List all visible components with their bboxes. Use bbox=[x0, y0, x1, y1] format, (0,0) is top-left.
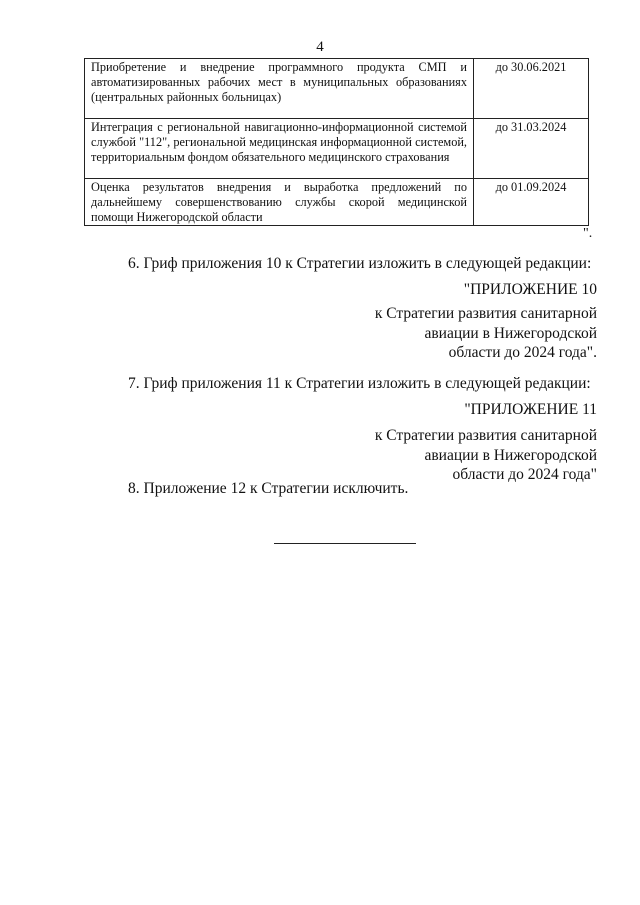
item-7-paragraph: 7. Гриф приложения 11 к Стратегии изложить в следующей редакции: bbox=[128, 375, 591, 392]
item-7-stamp-line: к Стратегии развития санитарной bbox=[374, 427, 597, 444]
item-7-heading: "ПРИЛОЖЕНИЕ 11 bbox=[464, 401, 597, 418]
item-6-stamp-line: к Стратегии развития санитарной bbox=[374, 305, 597, 322]
task-cell: Интеграция с региональной навигационно-информационной системой службой "112", региональной медицинская информационной системой, территориальным фондом обязательного медицинского страхования bbox=[85, 119, 474, 179]
closing-divider bbox=[274, 543, 416, 544]
item-7-stamp-line: авиации в Нижегородской bbox=[424, 447, 597, 464]
item-6-paragraph: 6. Гриф приложения 10 к Стратегии изложить в следующей редакции: bbox=[128, 255, 592, 272]
task-cell: Оценка результатов внедрения и выработка предложений по дальнейшему совершенствованию службы скорой медицинской помощи Нижегородской области bbox=[85, 179, 474, 226]
deadline-cell: до 30.06.2021 bbox=[474, 59, 589, 119]
item-8-paragraph: 8. Приложение 12 к Стратегии исключить. bbox=[128, 480, 409, 497]
deadline-cell: до 31.03.2024 bbox=[474, 119, 589, 179]
item-6-stamp-line: области до 2024 года". bbox=[448, 344, 597, 361]
table-closing-quote: ". bbox=[583, 226, 593, 241]
page-number: 4 bbox=[316, 39, 324, 55]
item-6-stamp-line: авиации в Нижегородской bbox=[424, 325, 597, 342]
table-row bbox=[85, 59, 589, 119]
table-row bbox=[85, 119, 589, 179]
tasks-table bbox=[84, 58, 589, 226]
deadline-cell: до 01.09.2024 bbox=[474, 179, 589, 226]
item-6-heading: "ПРИЛОЖЕНИЕ 10 bbox=[463, 281, 597, 298]
task-cell: Приобретение и внедрение программного продукта СМП и автоматизированных рабочих мест в муниципальных образованиях (центральных районных больницах) bbox=[85, 59, 474, 119]
item-7-stamp-line: области до 2024 года" bbox=[452, 466, 597, 483]
table-row bbox=[85, 179, 589, 226]
